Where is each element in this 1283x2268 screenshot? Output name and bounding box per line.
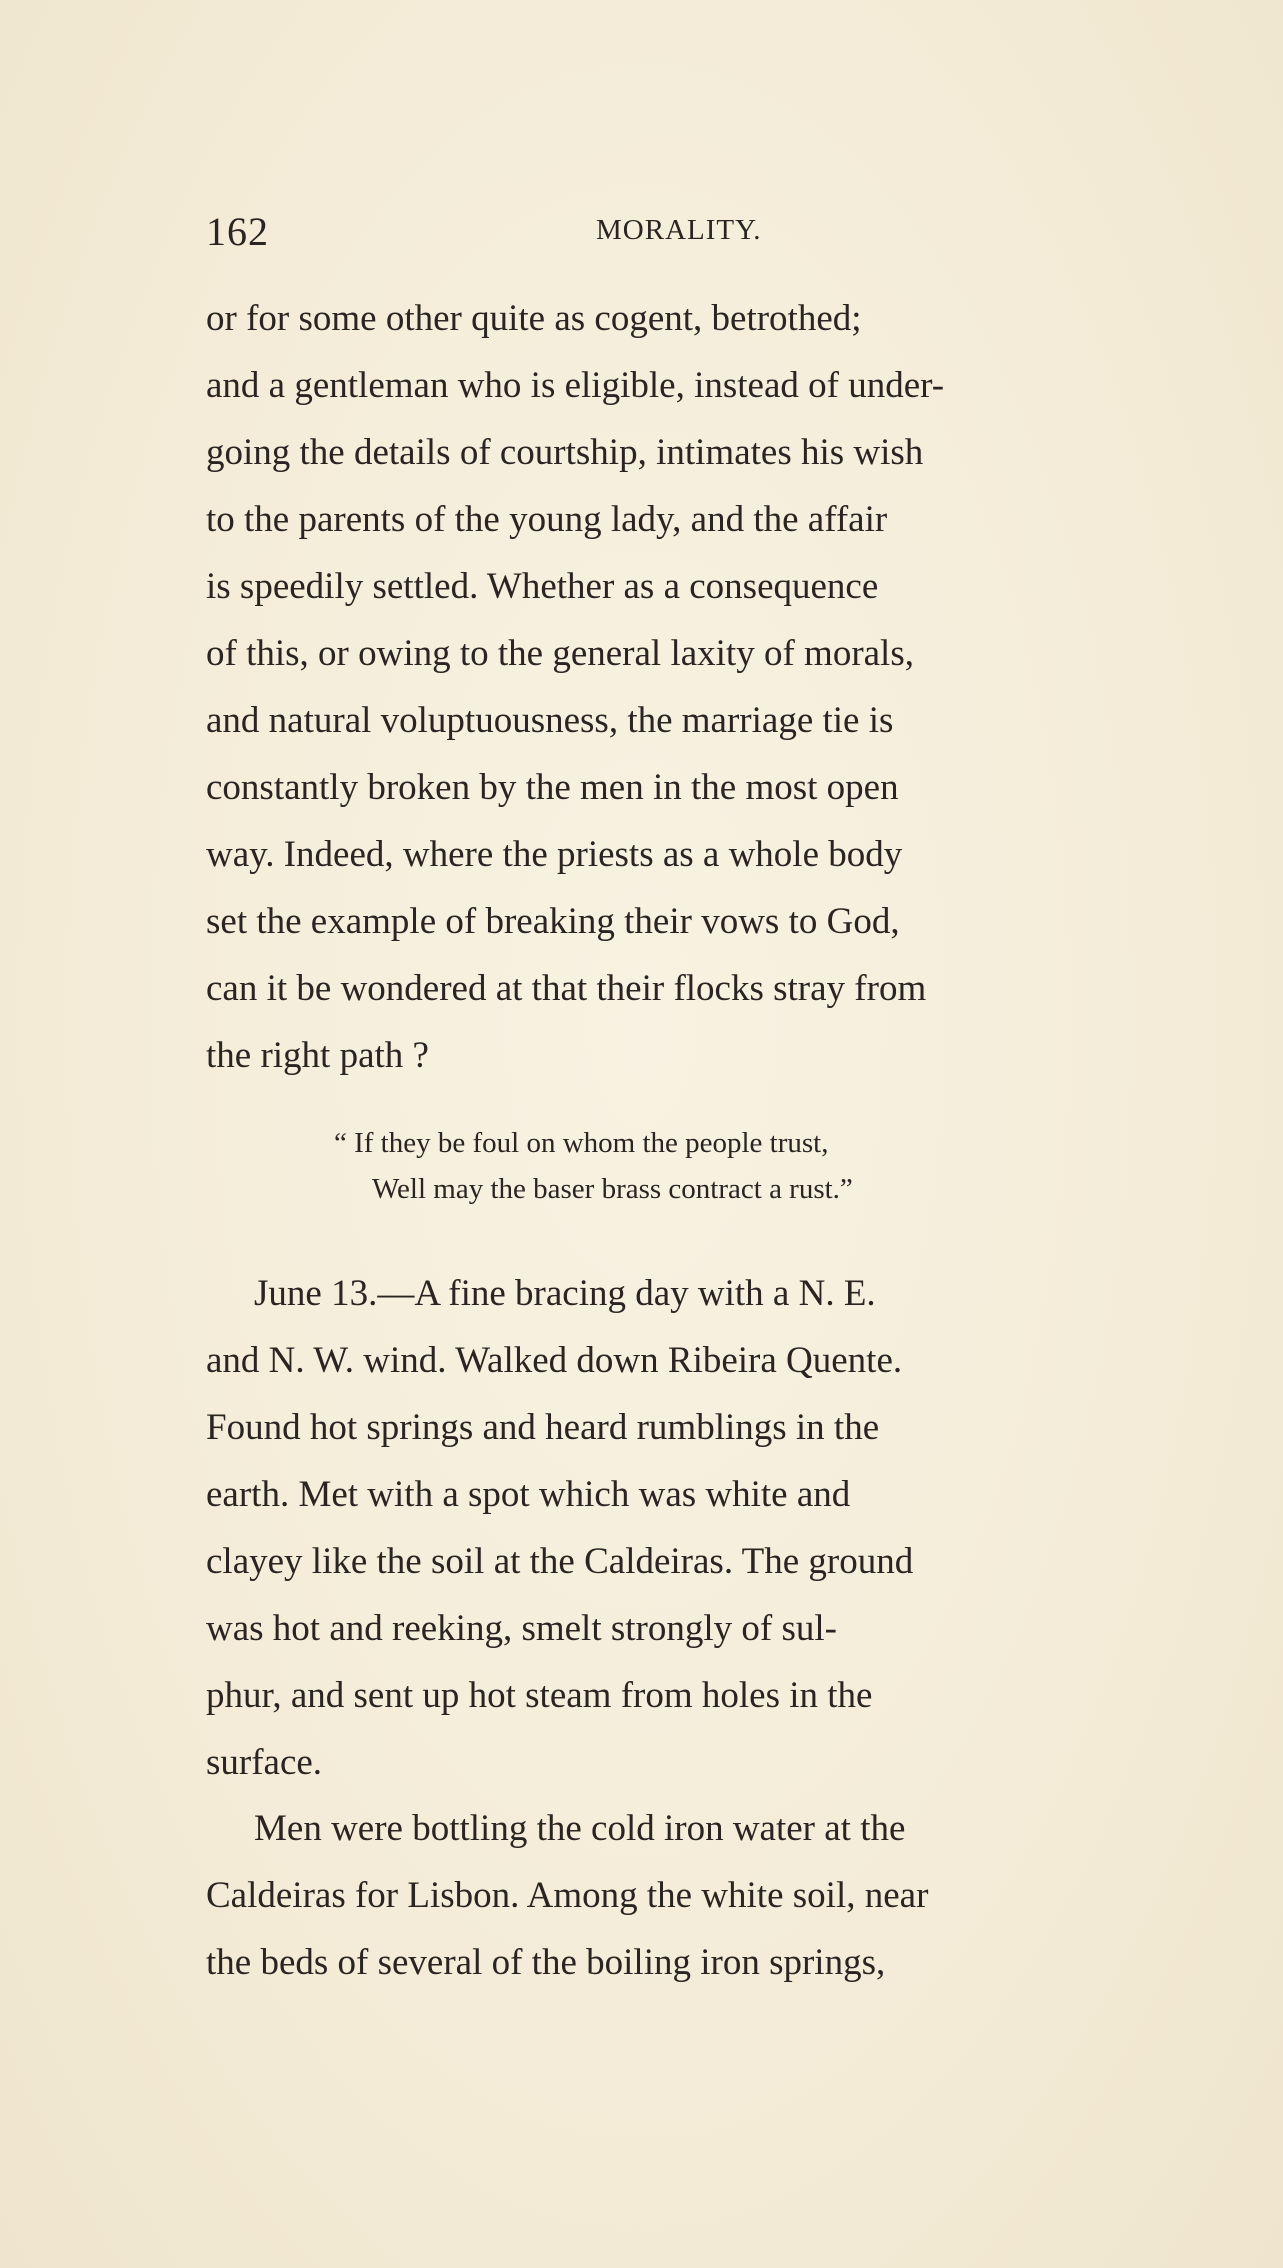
text-line: was hot and reeking, smelt strongly of sul- bbox=[206, 1608, 837, 1649]
page-header bbox=[206, 208, 1090, 258]
text-line: and N. W. wind. Walked down Ribeira Quente. bbox=[206, 1340, 903, 1381]
text-line: or for some other quite as cogent, betrothed; bbox=[206, 298, 862, 339]
text-line: set the example of breaking their vows to God, bbox=[206, 901, 900, 942]
text-line: is speedily settled. Whether as a consequence bbox=[206, 566, 879, 607]
text-line: constantly broken by the men in the most open bbox=[206, 767, 899, 808]
paragraph-morality bbox=[206, 285, 1206, 1089]
quote-line: “ If they be foul on whom the people trust, bbox=[334, 1127, 829, 1159]
text-line: of this, or owing to the general laxity of morals, bbox=[206, 633, 914, 674]
text-line: phur, and sent up hot steam from holes in the bbox=[206, 1675, 873, 1716]
text-line: going the details of courtship, intimates his wish bbox=[206, 432, 924, 473]
text-line: way. Indeed, where the priests as a whole body bbox=[206, 834, 903, 875]
running-head: MORALITY. bbox=[596, 214, 762, 246]
text-line: earth. Met with a spot which was white and bbox=[206, 1474, 851, 1515]
text-line: the right path ? bbox=[206, 1035, 429, 1076]
text-line: Men were bottling the cold iron water at the bbox=[254, 1808, 906, 1849]
text-line: the beds of several of the boiling iron springs, bbox=[206, 1942, 886, 1983]
text-line: to the parents of the young lady, and the affair bbox=[206, 499, 888, 540]
text-line: can it be wondered at that their flocks stray from bbox=[206, 968, 927, 1009]
quote-line: Well may the baser brass contract a rust.” bbox=[372, 1173, 853, 1205]
text-line: surface. bbox=[206, 1742, 323, 1783]
text-line: clayey like the soil at the Caldeiras. The ground bbox=[206, 1541, 914, 1582]
text-line: Caldeiras for Lisbon. Among the white soil, near bbox=[206, 1875, 929, 1916]
paragraph-june-13 bbox=[206, 1260, 1206, 1796]
paragraph-bottling bbox=[206, 1795, 1206, 1996]
text-line: June 13.—A fine bracing day with a N. E. bbox=[254, 1273, 876, 1314]
page-number: 162 bbox=[206, 209, 269, 254]
verse-quotation bbox=[334, 1120, 1054, 1212]
text-line: and a gentleman who is eligible, instead of under- bbox=[206, 365, 945, 406]
text-line: Found hot springs and heard rumblings in the bbox=[206, 1407, 880, 1448]
text-line: and natural voluptuousness, the marriage tie is bbox=[206, 700, 894, 741]
